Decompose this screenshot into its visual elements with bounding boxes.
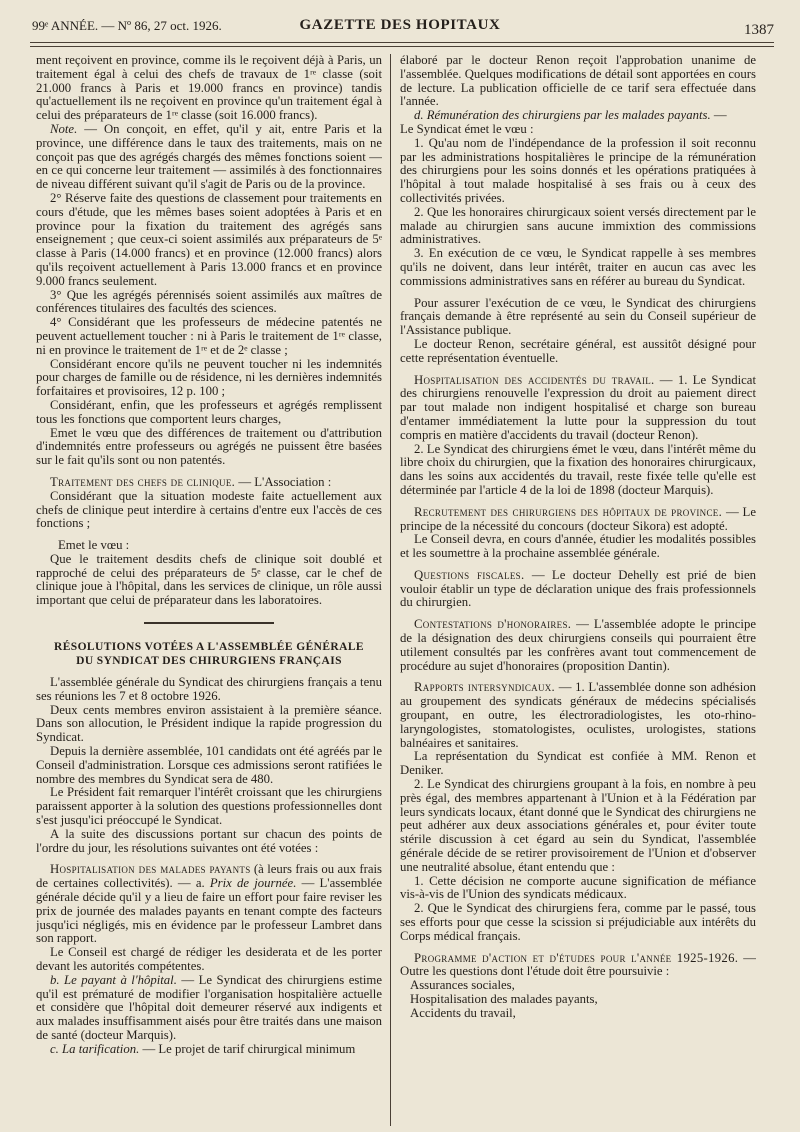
paragraph: 2. Que le Syndicat des chirurgiens fera, comme par le passé, tous ses efforts pour que cesse la scission si préjudiciable aux intérêts du Corps médical français. <box>400 901 756 943</box>
paragraph: 2. Que les honoraires chirurgicaux soient versés directement par le malade au chirurgien sans aucune immixtion des commissions administratives. <box>400 204 756 247</box>
paragraph: Hospitalisation des malades payants (à leurs frais ou aux frais de certaines collectivités). — a. Prix de journée. — L'assemblée générale décide qu'il y a lieu de faire un effort pour faire reviser les prix de journée des malades payants en tenant compte des facteurs jusqu'ici négligés, mis en évidence par le professeur Lambret dans son rapport. <box>36 862 382 946</box>
paragraph: 2. Le Syndicat des chirurgiens émet le vœu, dans l'intérêt même du libre choix du chirurgien, que la fixation des honoraires chirurgicaux, dans les soins aux accidentés du travail, reste fixée telle qu'elle est déterminée par l'article 4 de la loi de 1898 (docteur Marquis). <box>400 441 756 497</box>
paragraph: Emet le vœu que des différences de traitement ou d'attribution d'indemnités entre professeurs ou agrégés ne puissent être basées sur le fait qu'ils sont ou non patentés. <box>36 425 382 468</box>
paragraph: c. La tarification. — Le projet de tarif chirurgical minimum <box>50 1041 356 1056</box>
paragraph: La représentation du Syndicat est confiée à MM. Renon et Deniker. <box>400 749 756 778</box>
list-item: Accidents du travail, <box>410 1005 516 1020</box>
paragraph: b. Le payant à l'hôpital. — Le Syndicat des chirurgiens estime qu'il est prématuré de modifier l'organisation hospitalière actuelle et considère que l'hôpital doit demeurer réservé aux indigents et aux malades insuffisamment aisés pour être traités dans une maison de santé (docteur Marquis). <box>36 972 382 1042</box>
page-header <box>22 12 778 38</box>
paragraph: élaboré par le docteur Renon reçoit l'approbation unanime de l'assemblée. Quelques modifications de détail sont apportées en cours de lecture. La publication officielle de ce tarif sera effectuée dans l'année. <box>400 54 756 109</box>
paragraph: d. Rémunération des chirurgiens par les malades payants. — <box>414 108 727 123</box>
right-column <box>400 54 756 1126</box>
paragraph: Le Président fait remarquer l'intérêt croissant que les chirurgiens paraissent apporter à la solution des questions professionnelles dont s'est jusqu'ici préoccupé le Syndicat. <box>36 785 382 828</box>
header-rule-bottom <box>30 46 774 47</box>
note-label: Note. <box>50 121 78 136</box>
paragraph: ment reçoivent en province, comme ils le reçoivent déjà à Paris, un traitement égal à celui des chefs de travaux de 1ʳᵉ classe (soit 21.000 francs à Paris et 19.000 francs en province) tandis qu'actuellement ils ne reçoivent en province qu'un traitement égal à celui des préparateurs de 1ʳᵉ classe (soit 16.000 francs). <box>36 54 382 123</box>
paragraph: 2° Réserve faite des questions de classement pour traitements en cours d'étude, que les mêmes bases soient adoptées à Paris et en province pour la fixation du traitement des agrégés sans enseignement ; que ceux-ci soient assimilés aux préparateurs de 5ᵉ classe à Paris (14.000 francs) et en province (12.000 francs) alors qu'ils reçoivent actuellement à Paris 13.000 francs et en province 9.000 francs seulement. <box>36 190 382 288</box>
paragraph: L'assemblée générale du Syndicat des chirurgiens français a tenu ses réunions les 7 et 8 octobre 1926. <box>36 675 382 703</box>
journal-title: GAZETTE DES HOPITAUX <box>299 17 501 33</box>
paragraph: 1. Qu'au nom de l'indépendance de la profession il soit reconnu par les administrations hospitalières le principe de la rémunération des chirurgiens pour les soins donnés et les opérations pratiquées à l'hôpital à tout malade hospitalisé à ses frais ou à ceux des collectivités privées. <box>400 135 756 205</box>
run-in-heading: Hospitalisation des accidentés du travail. <box>414 372 655 387</box>
run-in-heading: Contestations d'honoraires. <box>414 617 572 632</box>
paragraph: Le Conseil est chargé de rédiger les desiderata et de les porter devant les autorités compétentes. <box>36 945 382 974</box>
paragraph: Recrutement des chirurgiens des hôpitaux de province. — Le principe de la nécessité du concours (docteur Sikora) est adopté. <box>400 504 756 533</box>
page-number: 1387 <box>744 22 774 38</box>
paragraph: Rapports intersyndicaux. — 1. L'assemblée donne son adhésion au groupement des syndicats généraux de médecins spécialisés groupant, en outre, les électroradiologistes, les oto-rhino-laryngologistes, stomatologistes, oculistes, urologistes, stations balnéaires et sanitaires. <box>400 680 756 750</box>
paragraph: 2. Le Syndicat des chirurgiens groupant à la fois, en nombre à peu près égal, des membres appartenant à l'Union et à la Fédération par leurs syndicats locaux, étant donné que le Syndicat des chirurgiens ne peut adhérer aux deux associations générales et, pour éviter toute stérile discussion à cet égard au sein du Syndicat, l'assemblée générale décide de se retirer provisoirement de l'Union et d'observer une neutralité absolue, étant entendu que : <box>400 777 756 874</box>
paragraph: Deux cents membres environ assistaient à la première séance. Dans son allocution, le Président indique la rapide progression du Syndicat. <box>36 702 382 745</box>
run-in-heading: Hospitalisation des malades payants <box>50 862 251 877</box>
paragraph: Questions fiscales. — Le docteur Dehelly est prié de bien vouloir établir un type de déclaration unique des frais professionnels du chirurgien. <box>400 567 756 610</box>
paragraph: Pour assurer l'exécution de ce vœu, le Syndicat des chirurgiens français demande à être représenté au sein du Conseil supérieur de l'Assistance publique. <box>400 295 756 338</box>
paragraph: 1. Cette décision ne comporte aucune signification de méfiance vis-à-vis de l'Union des syndicats médicaux. <box>400 873 756 902</box>
left-column <box>36 54 382 1126</box>
issue-line: 99ᵉ ANNÉE. — Nº 86, 27 oct. 1926. <box>32 18 222 33</box>
header-rule-top <box>30 42 774 43</box>
paragraph: Considérant, enfin, que les professeurs et agrégés remplissent tous les fonctions que comportent leurs charges, <box>36 397 382 426</box>
paragraph: Que le traitement desdits chefs de clinique soit doublé et rapproché de celui des préparateurs de 5ᵉ classe, car le chef de clinique joue à l'hôpital, dans les services de clinique, un rôle aussi important que celui de préparateur dans les laboratoires. <box>36 551 382 608</box>
paragraph: Le Conseil devra, en cours d'année, étudier les modalités possibles et les soumettre à la prochaine assemblée générale. <box>400 532 756 561</box>
paragraph: Considérant que la situation modeste faite actuellement aux chefs de clinique peut interdire à certains d'entre eux l'accès de ces fonctions ; <box>36 488 382 531</box>
paragraph: Note. — On conçoit, en effet, qu'il y ait, entre Paris et la province, une différence dans le taux des traitements, mais on ne conçoit pas que des agrégés chargés des mêmes fonctions soient — en ce qui concerne leur traitement — assimilés à des fonctionnaires de niveau différent suivant qu'il s'agit de Paris ou de la province. <box>36 121 382 192</box>
paragraph: 3. En exécution de ce vœu, le Syndicat rappelle à ses membres qu'ils ne doivent, dans leur intérêt, traiter en aucun cas avec les commissions administratives sans en référer au bureau du Syndicat. <box>400 246 756 288</box>
paragraph: Le docteur Renon, secrétaire général, est aussitôt désigné pour cette représentation éventuelle. <box>400 336 756 365</box>
paragraph: Considérant encore qu'ils ne peuvent toucher ni les indemnités pour charges de famille ou de résidence, ni les dernières indemnités forfaitaires et provisoires, 12 p. 100 ; <box>36 356 382 399</box>
study-list <box>400 979 756 1020</box>
section-title: RÉSOLUTIONS VOTÉES A L'ASSEMBLÉE GÉNÉRALE DU SYNDICAT DES CHIRURGIENS FRANÇAIS <box>54 641 364 668</box>
paragraph: Le Syndicat émet le vœu : <box>400 121 534 136</box>
paragraph: Contestations d'honoraires. — L'assemblée adopte le principe de la désignation des deux chirurgiens conseils qui pourraient être utilement consultés par les confrères avant tout commencement de procédure au sujet d'honoraires (proposition Dantin). <box>400 617 756 673</box>
run-in-heading: Rapports intersyndicaux. <box>414 680 556 695</box>
column-divider <box>390 54 391 1126</box>
paragraph: A la suite des discussions portant sur chacun des points de l'ordre du jour, les résolutions suivantes ont été votées : <box>36 826 382 855</box>
run-in-heading: Programme d'action et d'études pour l'année 1925-1926. <box>414 950 739 965</box>
paragraph: Traitement des chefs de clinique. — L'Association : <box>50 474 332 489</box>
paragraph: 4° Considérant que les professeurs de médecine patentés ne peuvent actuellement toucher : ni à Paris le traitement de 1ʳᵉ classe, ni en province le traitement de 1ʳᵉ et de 2ᵉ classe ; <box>36 315 382 357</box>
paragraph: Emet le vœu : <box>58 538 130 553</box>
list-item: Assurances sociales, <box>410 978 515 993</box>
run-in-heading: Traitement des chefs de clinique. <box>50 474 236 489</box>
run-in-heading: Recrutement des chirurgiens des hôpitaux de province. <box>414 504 723 519</box>
paragraph: Programme d'action et d'études pour l'année 1925-1926. — Outre les questions dont l'étude doit être poursuivie : <box>400 950 756 979</box>
run-in-heading: Questions fiscales. <box>414 567 525 582</box>
section-divider <box>144 622 274 624</box>
paragraph: Depuis la dernière assemblée, 101 candidats ont été agréés par le Conseil d'administration. Lorsque ces admissions seront ratifiées le nombre des membres du Syndicat sera de 480. <box>36 744 382 786</box>
paragraph: 3° Que les agrégés pérennisés soient assimilés aux maîtres de conférences titulaires des facultés des sciences. <box>36 287 382 316</box>
list-item: Hospitalisation des malades payants, <box>410 992 598 1006</box>
paragraph: Hospitalisation des accidentés du travail. — 1. Le Syndicat des chirurgiens renouvelle l'expression du droit au paiement direct par tout malade non indigent hospitalisé et charge son bureau d'entamer immédiatement la lutte pour la suppression du tout compris en matière d'accidents du travail (docteur Renon). <box>400 372 756 442</box>
